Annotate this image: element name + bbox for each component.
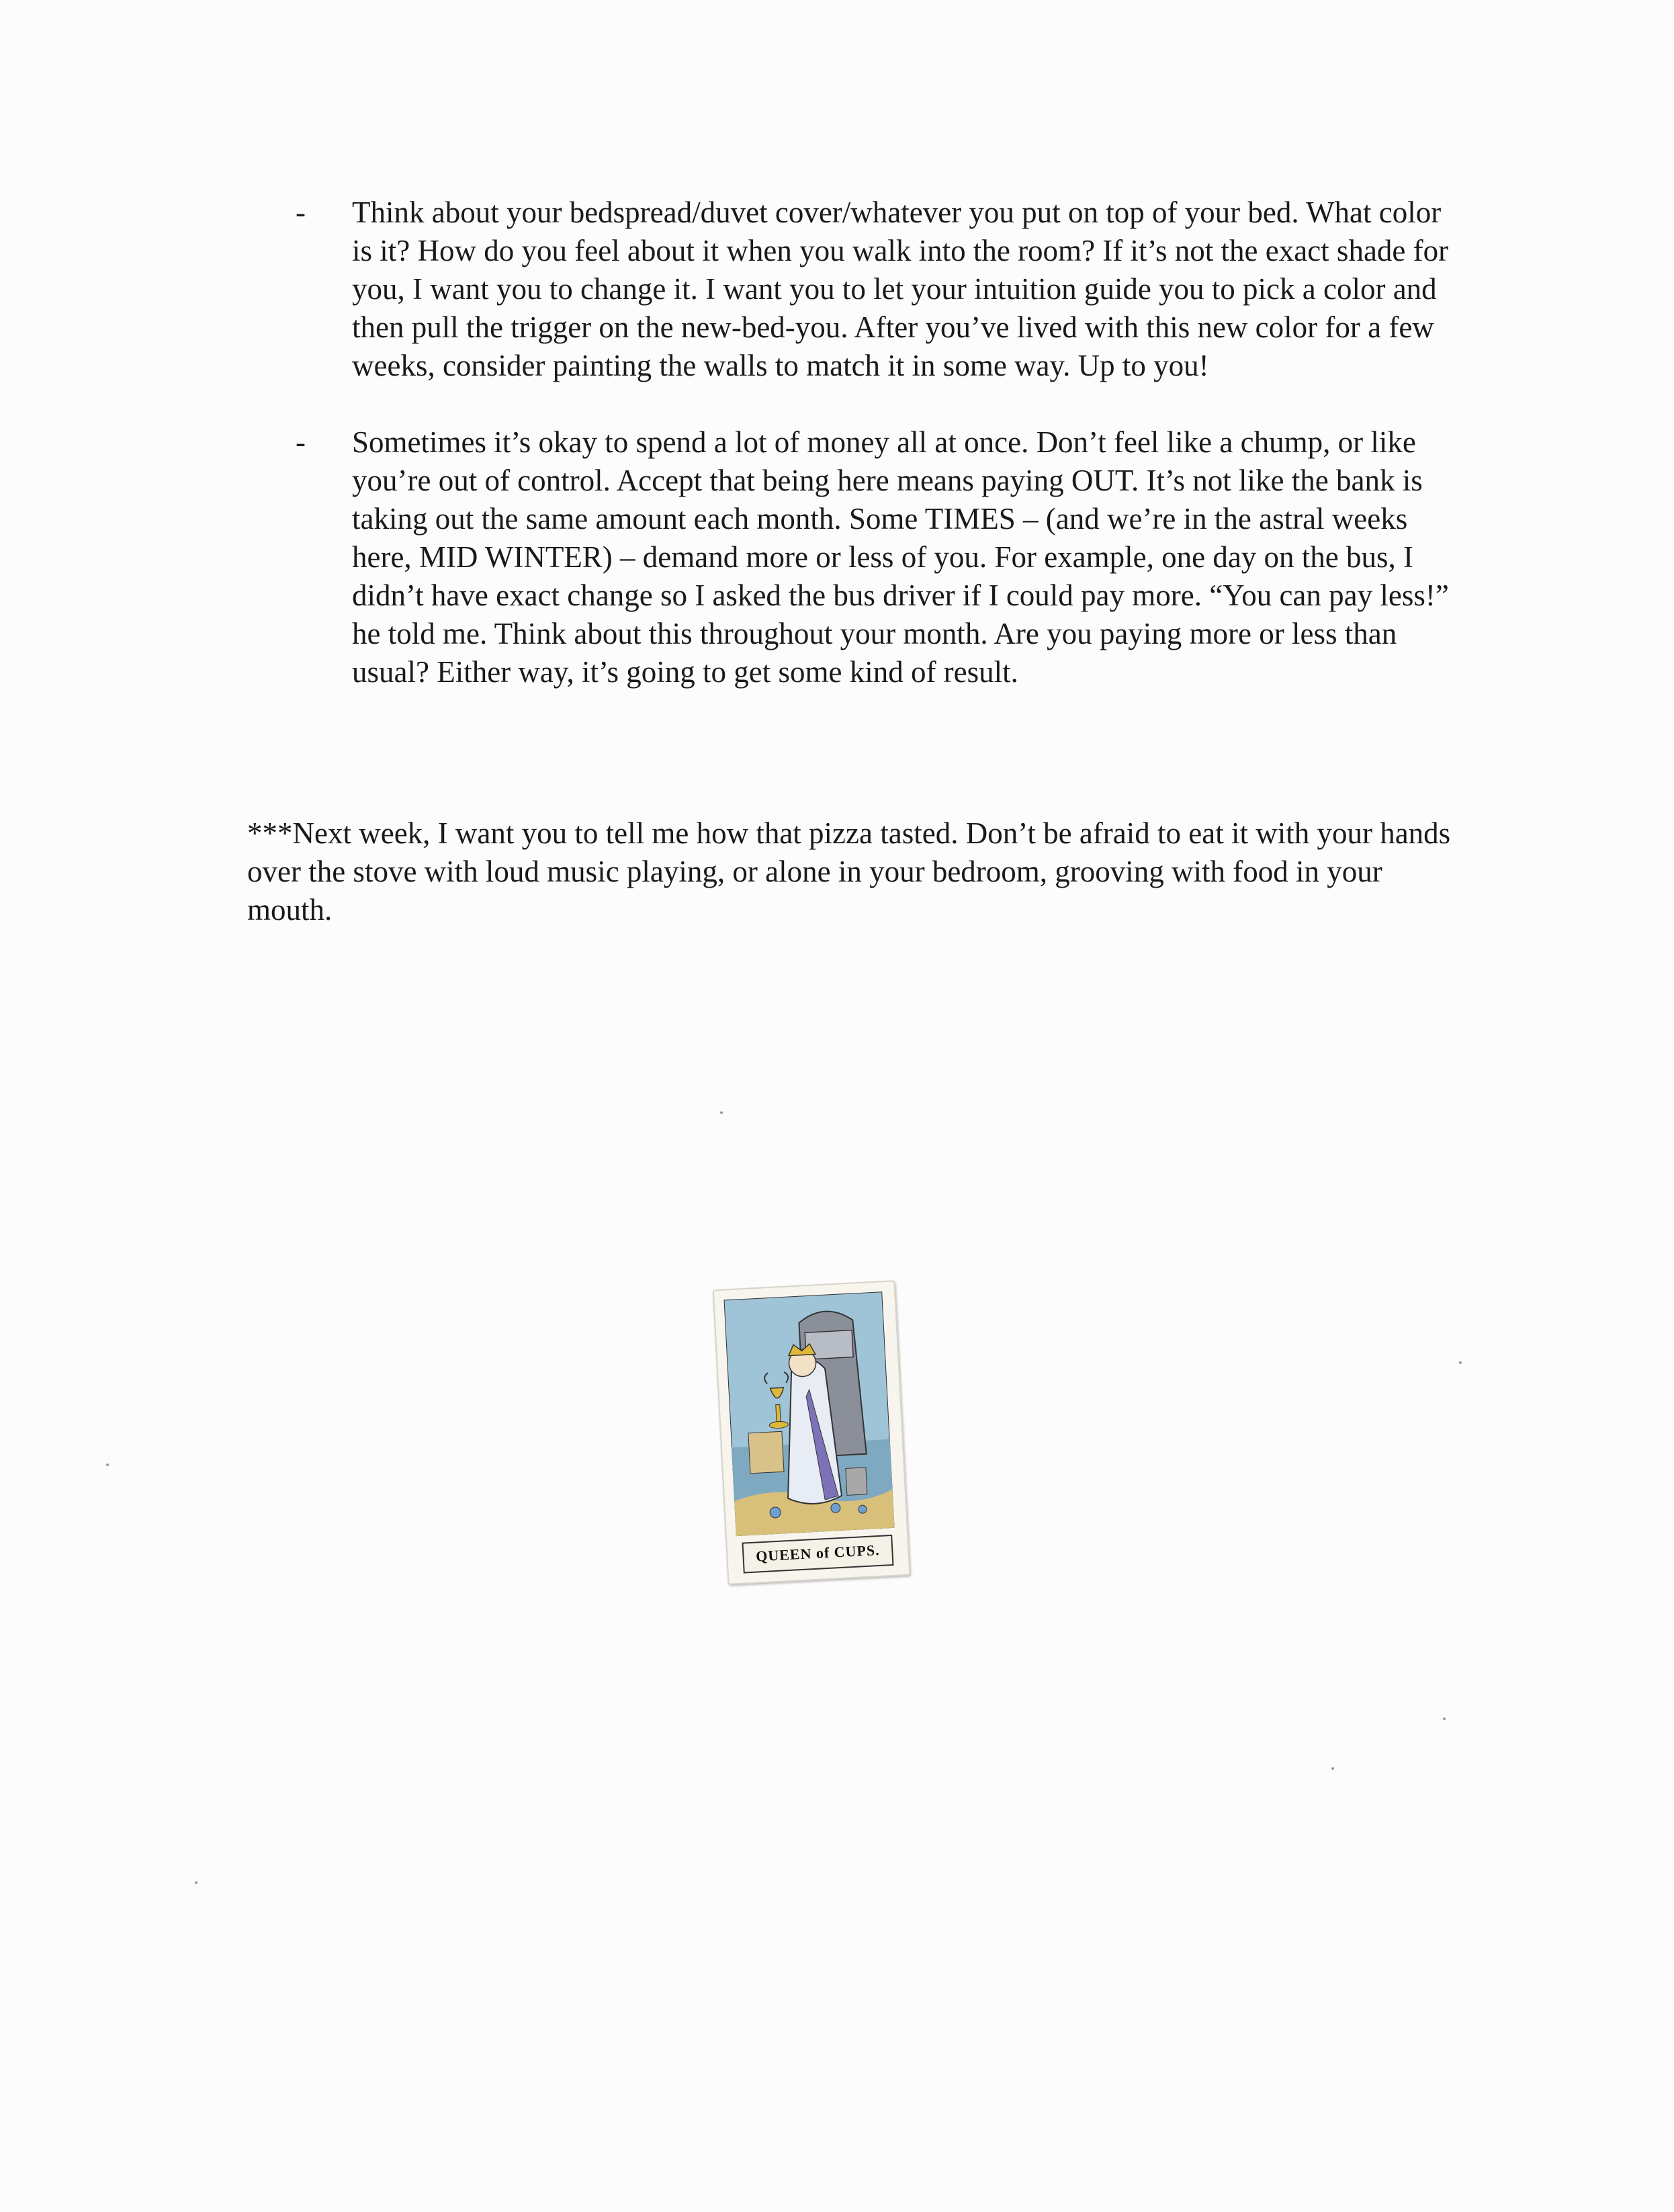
- bullet-marker: -: [296, 196, 306, 229]
- tarot-card-image: [713, 1280, 911, 1585]
- paper-speck: [106, 1463, 109, 1466]
- bullet-text: Think about your bedspread/duvet cover/whatever you put on top of your bed. What color is it? How do you feel about it when you walk into the room? If it’s not the exact shade for you, I want you to change it. I want you to let your intuition guide you to pick a color and then pull the trigger on the new-bed-you. After you’ve lived with this new color for a few weeks, consider painting the walls to match it in some way. Up to you!: [352, 196, 1449, 382]
- bullet-text: Sometimes it’s okay to spend a lot of money all at once. Don’t feel like a chump, or like you’re out of control. Accept that being here means paying OUT. It’s not like the bank is taking out the same amount each month. Some TIMES – (and we’re in the astral weeks here, MID WINTER) – demand more or less of you. For example, one day on the bus, I didn’t have exact change so I asked the bus driver if I could pay more. “You can pay less!” he told me. Think about this throughout your month. Are you paying more or less than usual? Either way, it’s going to get some kind of result.: [352, 425, 1449, 689]
- bullet-marker: -: [296, 425, 306, 459]
- bullet-item-spending: [296, 423, 1464, 691]
- tarot-card-illustration: [723, 1291, 894, 1536]
- paper-speck: [1443, 1717, 1446, 1720]
- next-week-note: ***Next week, I want you to tell me how that pizza tasted. Don’t be afraid to eat it with your hands over the stove with loud music playing, or alone in your bedroom, grooving with food in your mouth.: [247, 816, 1451, 927]
- bullet-item-bedspread: [296, 194, 1464, 385]
- paper-speck: [720, 1111, 723, 1114]
- paper-speck: [195, 1881, 197, 1884]
- paper-speck: [1459, 1361, 1462, 1364]
- bullet-list: [296, 194, 1464, 730]
- paper-speck: [1331, 1767, 1334, 1770]
- tarot-card-title: QUEEN of CUPS.: [742, 1535, 893, 1574]
